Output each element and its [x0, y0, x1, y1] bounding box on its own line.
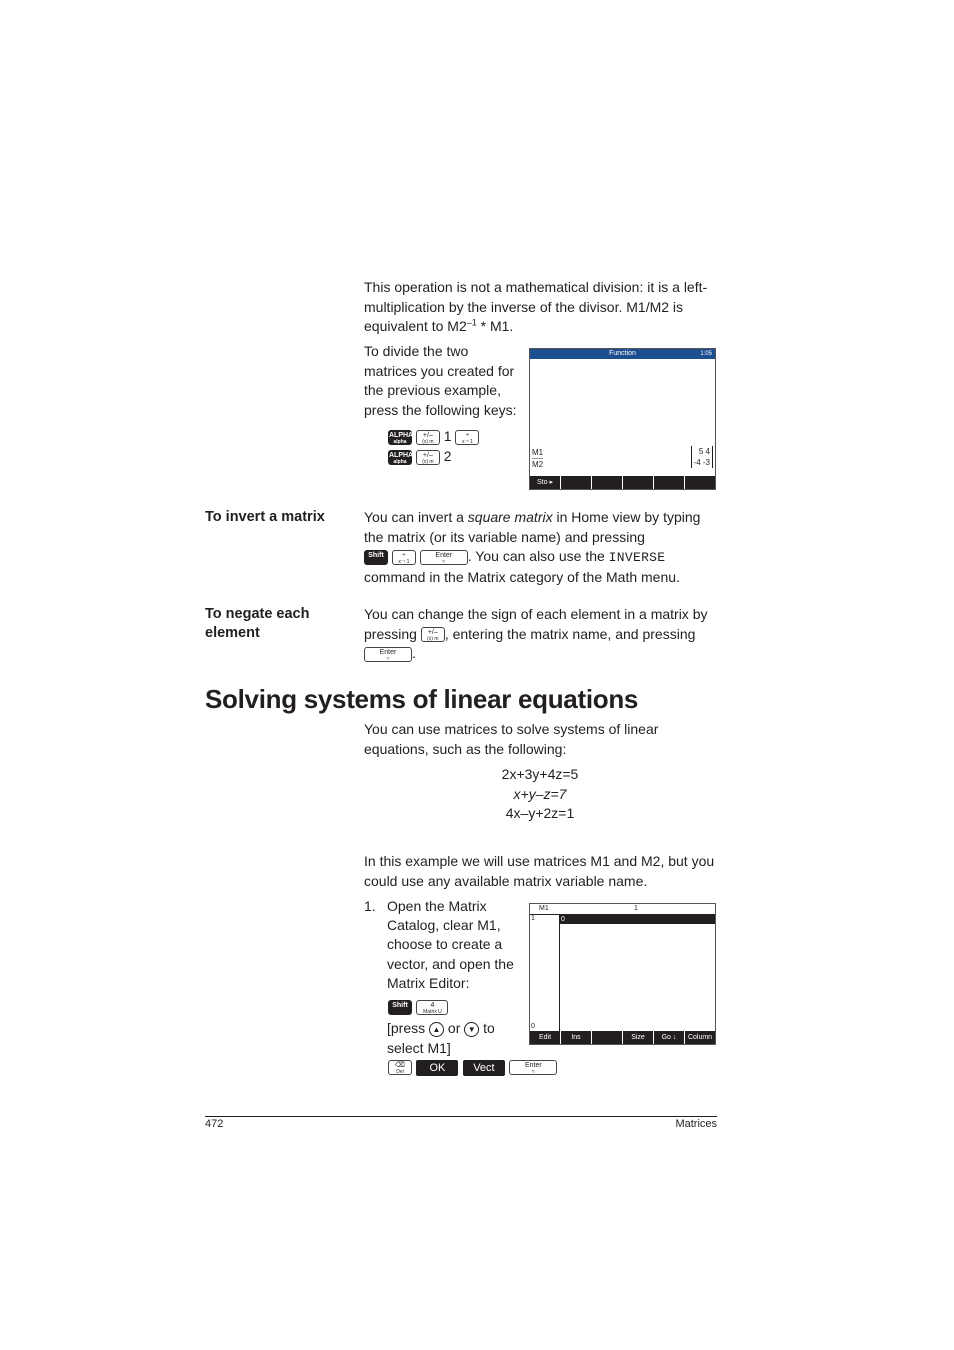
menu-empty[interactable] — [592, 1031, 622, 1044]
menu-column[interactable]: Column — [685, 1031, 715, 1044]
enter-key-final[interactable]: Enter ≈ — [509, 1060, 557, 1075]
history-entries — [532, 447, 543, 470]
final-keys — [388, 1059, 557, 1077]
shift-key-2[interactable]: Shift — [388, 1000, 412, 1015]
negate-heading-line1: To negate each — [205, 606, 310, 622]
del-key[interactable]: ⌫ Del — [388, 1060, 412, 1075]
negate-text-c: . — [412, 645, 416, 661]
press-text-c: select M1] — [387, 1040, 451, 1056]
result-matrix — [691, 446, 713, 468]
enter-key[interactable]: Enter ≈ — [420, 550, 468, 565]
equation-3: 4x–y+2z=1 — [505, 805, 575, 821]
screen-title: Function — [609, 350, 636, 357]
inverse-superscript: –1 — [466, 317, 477, 328]
up-arrow-icon[interactable]: ▲ — [429, 1022, 444, 1037]
alpha-key[interactable]: ALPHA alpha — [389, 431, 414, 445]
row-index: 1 — [531, 915, 535, 922]
selected-cell[interactable]: 0 — [560, 915, 715, 924]
intro-text-end: * M1. — [476, 318, 514, 334]
press-text-b: to — [483, 1020, 495, 1036]
alpha-key-2[interactable]: ALPHA alpha — [389, 451, 414, 465]
intro-paragraph — [364, 278, 716, 337]
menu-sto[interactable]: Sto ▸ — [530, 476, 560, 489]
section-title: Solving systems of linear equations — [205, 684, 639, 714]
equation-1: 2x+3y+4z=5 — [501, 766, 579, 782]
screen-title-bar — [530, 349, 715, 359]
menu-empty-2[interactable] — [561, 476, 591, 489]
invert-paragraph — [364, 508, 716, 587]
chapter-name: Matrices — [675, 1118, 717, 1130]
plus-minus-key-negate[interactable]: +/– (x) m — [421, 627, 445, 642]
menu-ins[interactable]: Ins — [561, 1031, 591, 1044]
equation-2: x+y–z=7 — [513, 785, 567, 802]
matrix-row-1: 5 4 — [698, 447, 710, 456]
section-intro: You can use matrices to solve systems of linear equations, such as the following: — [364, 721, 659, 757]
press-instruction — [387, 1018, 495, 1058]
example-paragraph: In this example we will use matrices M1 and M2, but you could use any available matrix variable name. — [364, 853, 715, 889]
status-time: 1:05 — [700, 351, 712, 357]
invert-text-a: You can invert a — [364, 509, 468, 525]
press-text-a: [press — [387, 1020, 426, 1036]
history-m1: M1 — [532, 448, 544, 457]
matrix-key[interactable]: 4 Matrix U — [416, 1000, 448, 1015]
matrix-name: M1 — [539, 905, 549, 912]
plus-minus-key[interactable]: +/– (x) m — [416, 430, 440, 445]
ok-softkey[interactable]: OK — [416, 1060, 458, 1076]
key-line-2 — [388, 446, 479, 466]
column-header: 1 — [634, 905, 638, 912]
negate-text-a: You can change the sign of each element in a matrix by pressing — [364, 606, 708, 642]
invert-heading: To invert a matrix — [205, 509, 325, 525]
invert-text-b: in Home view by typing the matrix (or its variable name) and pressing — [364, 509, 701, 545]
history-m2: M2 — [532, 460, 544, 469]
invert-text-em: square matrix — [467, 509, 553, 525]
divide-key-invert[interactable]: ÷ x⁻¹ 1 — [392, 550, 416, 565]
matrix-row-2: -4 -3 — [693, 458, 710, 467]
plus-minus-key-2[interactable]: +/– (x) m — [416, 450, 440, 465]
screen-menu-bar — [530, 476, 715, 489]
intro-text: This operation is not a mathematical division: it is a left-multiplication by the inverse of the divisor. M1/M2 is equivalent to M2 — [364, 279, 708, 334]
calculator-screen-home — [529, 348, 716, 490]
divide-key[interactable]: ÷ x⁻¹ 1 — [455, 430, 479, 445]
invert-text-d: command in the Matrix category of the Math menu. — [364, 568, 680, 585]
digit-2: 2 — [443, 448, 452, 464]
shift-key[interactable]: Shift — [364, 550, 388, 565]
step-number: 1. — [364, 898, 376, 914]
footer-rule — [205, 1116, 717, 1117]
matrix-header — [530, 904, 715, 915]
menu-go[interactable]: Go ↓ — [654, 1031, 684, 1044]
negate-paragraph — [364, 605, 716, 664]
negate-text-b: , entering the matrix name, and pressing — [444, 625, 696, 642]
equation-system — [364, 765, 716, 824]
vect-softkey[interactable]: Vect — [463, 1060, 505, 1076]
step-text: Open the Matrix Catalog, clear M1, choose to create a vector, and open the Matrix Editor: — [387, 898, 514, 991]
edit-line-value: 0 — [531, 1023, 535, 1030]
menu-edit[interactable]: Edit — [530, 1031, 560, 1044]
inverse-command: INVERSE — [608, 550, 666, 565]
matrix-menu-bar — [530, 1031, 715, 1044]
invert-text-c: . You can also use the — [467, 548, 609, 564]
matrix-keys — [388, 999, 448, 1017]
menu-empty-5[interactable] — [654, 476, 684, 489]
menu-empty-3[interactable] — [592, 476, 622, 489]
menu-size[interactable]: Size — [623, 1031, 653, 1044]
divide-instructions: To divide the two matrices you created for the previous example, press the following keys: — [364, 343, 517, 418]
calculator-screen-matrix-editor — [529, 903, 716, 1045]
page-number: 472 — [205, 1118, 224, 1130]
key-line-1 — [388, 426, 479, 446]
negate-heading-line2: element — [205, 625, 260, 641]
enter-key-negate[interactable]: Enter ≈ — [364, 647, 412, 662]
menu-empty-4[interactable] — [623, 476, 653, 489]
divide-keys — [388, 426, 479, 466]
row-index-divider — [559, 914, 560, 1031]
down-arrow-icon[interactable]: ▼ — [464, 1022, 479, 1037]
negate-heading — [205, 605, 309, 643]
menu-empty-6[interactable] — [685, 476, 715, 489]
press-or: or — [447, 1020, 461, 1036]
digit-1: 1 — [443, 428, 452, 444]
